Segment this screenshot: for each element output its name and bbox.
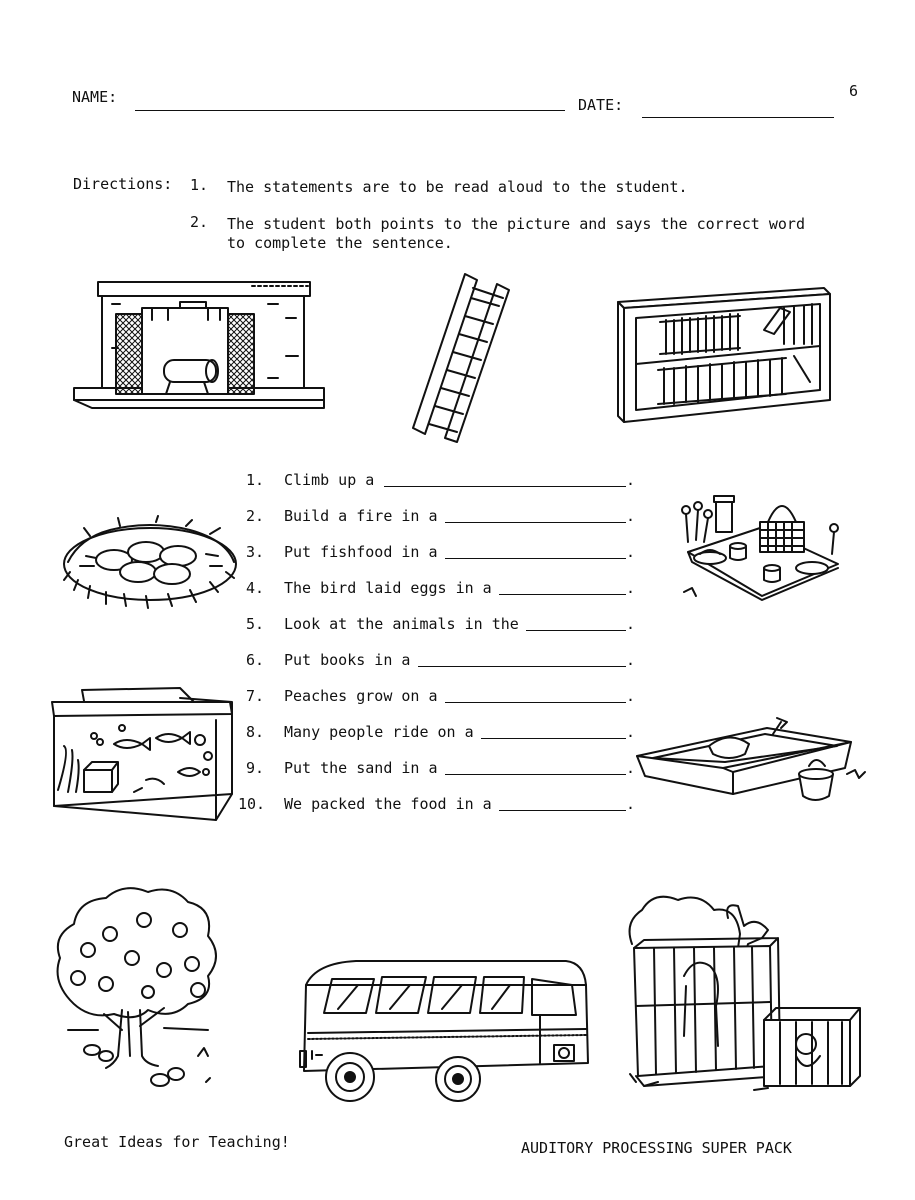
- aquarium-icon[interactable]: [50, 680, 236, 828]
- question-4-text: The bird laid eggs in a: [284, 579, 492, 597]
- question-4: 4. The bird laid eggs in a .: [238, 579, 638, 599]
- bookcase-icon[interactable]: [614, 286, 834, 426]
- direction-2-number: 2.: [190, 213, 209, 231]
- tree-icon[interactable]: [48, 880, 222, 1092]
- direction-1-text: The statements are to be read aloud to the student.: [227, 178, 688, 196]
- question-5-text: Look at the animals in the: [284, 615, 519, 633]
- question-10: 10. We packed the food in a .: [238, 795, 636, 813]
- footer-right: AUDITORY PROCESSING SUPER PACK: [521, 1139, 792, 1157]
- directions-label: Directions:: [73, 175, 173, 193]
- question-5-number: 5.: [245, 615, 264, 633]
- answer-blank-3[interactable]: [445, 558, 626, 559]
- question-9-text: Put the sand in a: [284, 759, 438, 777]
- direction-2-text-line1: The student both points to the picture and says the correct word: [227, 215, 805, 233]
- date-field[interactable]: [642, 117, 834, 118]
- answer-blank-6[interactable]: [418, 666, 626, 667]
- question-6-text: Put books in a: [284, 651, 411, 669]
- question-3: 3. Put fishfood in a .: [238, 543, 638, 563]
- question-10-text: We packed the food in a: [284, 795, 492, 813]
- question-1-text: Climb up a: [284, 471, 375, 489]
- question-9-number: 9.: [245, 759, 264, 777]
- name-field[interactable]: [135, 110, 565, 111]
- question-3-text: Put fishfood in a: [284, 543, 438, 561]
- footer-left: Great Ideas for Teaching!: [64, 1133, 290, 1151]
- date-label: DATE:: [578, 96, 624, 114]
- answer-blank-7[interactable]: [445, 702, 626, 703]
- nest-icon[interactable]: [60, 516, 240, 612]
- bus-icon[interactable]: [296, 955, 592, 1111]
- direction-1-number: 1.: [190, 176, 209, 194]
- picnic-icon[interactable]: [664, 492, 844, 604]
- question-8-text: Many people ride on a: [284, 723, 474, 741]
- zoo-cage-icon[interactable]: [624, 886, 864, 1098]
- answer-blank-1[interactable]: [384, 486, 626, 487]
- question-6: 6. Put books in a .: [238, 651, 638, 671]
- question-6-number: 6.: [245, 651, 264, 669]
- question-1: 1. Climb up a .: [238, 471, 638, 491]
- question-2-text: Build a fire in a: [284, 507, 438, 525]
- question-7-text: Peaches grow on a: [284, 687, 438, 705]
- answer-blank-8[interactable]: [481, 738, 626, 739]
- name-label: NAME:: [72, 88, 118, 106]
- question-3-number: 3.: [245, 543, 264, 561]
- direction-2-text-line2: to complete the sentence.: [227, 234, 453, 252]
- sandbox-icon[interactable]: [633, 714, 873, 808]
- question-4-number: 4.: [245, 579, 264, 597]
- question-10-number: 10.: [238, 795, 266, 813]
- ladder-icon[interactable]: [403, 268, 519, 443]
- question-7: 7. Peaches grow on a .: [238, 687, 638, 707]
- answer-blank-9[interactable]: [445, 774, 626, 775]
- answer-blank-2[interactable]: [445, 522, 626, 523]
- page-number: 6: [849, 82, 859, 100]
- question-8-number: 8.: [245, 723, 264, 741]
- answer-blank-4[interactable]: [499, 594, 626, 595]
- question-5: 5. Look at the animals in the .: [238, 615, 638, 635]
- question-1-number: 1.: [245, 471, 264, 489]
- fireplace-icon[interactable]: [72, 278, 327, 413]
- answer-blank-10[interactable]: [499, 810, 626, 811]
- question-7-number: 7.: [245, 687, 264, 705]
- question-8: 8. Many people ride on a .: [238, 723, 638, 743]
- question-2: 2. Build a fire in a .: [238, 507, 638, 527]
- answer-blank-5[interactable]: [526, 630, 626, 631]
- question-9: 9. Put the sand in a .: [238, 759, 638, 779]
- question-2-number: 2.: [245, 507, 264, 525]
